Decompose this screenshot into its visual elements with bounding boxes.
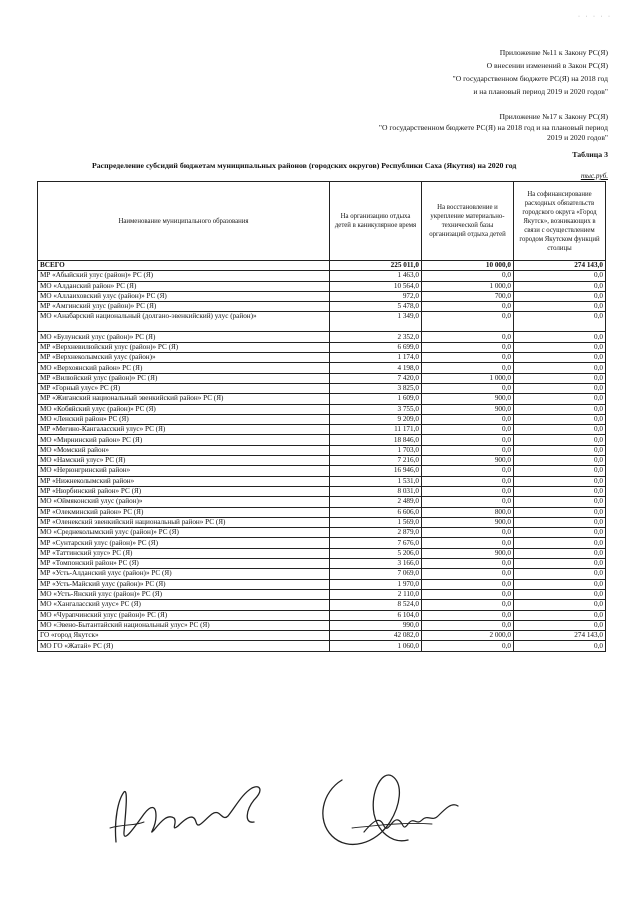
appendix-header <box>453 46 608 98</box>
cell-capital-functions-amount: 0,0 <box>514 363 606 373</box>
cell-capital-functions-amount: 0,0 <box>514 579 606 589</box>
table-row <box>38 425 606 435</box>
cell-children-rest-amount: 990,0 <box>330 620 422 630</box>
cell-children-rest-amount: 225 011,0 <box>330 261 422 271</box>
cell-municipality-name: МО «Алданский район» РС (Я) <box>38 281 330 291</box>
cell-municipality-name: МР «Вилюйский улус (район)» РС (Я) <box>38 373 330 383</box>
cell-children-rest-amount: 1 531,0 <box>330 476 422 486</box>
table-row <box>38 445 606 455</box>
table-row <box>38 281 606 291</box>
cell-capital-functions-amount: 0,0 <box>514 383 606 393</box>
cell-material-base-amount: 0,0 <box>422 620 514 630</box>
cell-material-base-amount: 0,0 <box>422 569 514 579</box>
cell-municipality-name: МО «Намский улус» РС (Я) <box>38 456 330 466</box>
cell-capital-functions-amount: 0,0 <box>514 538 606 548</box>
header-line-4: и на плановый период 2019 и 2020 годов" <box>473 87 608 96</box>
cell-children-rest-amount: 2 879,0 <box>330 528 422 538</box>
cell-municipality-name: МО «Усть-Янский улус (район)» РС (Я) <box>38 589 330 599</box>
scan-corner-mark: · · · · · <box>578 14 612 20</box>
cell-children-rest-amount: 6 606,0 <box>330 507 422 517</box>
cell-capital-functions-amount: 0,0 <box>514 589 606 599</box>
cell-capital-functions-amount: 0,0 <box>514 528 606 538</box>
table-row <box>38 569 606 579</box>
column-header-children-rest: На организацию отдыха детей в каникулярное время <box>330 182 422 261</box>
subsidies-table <box>37 181 606 652</box>
cell-material-base-amount: 0,0 <box>422 445 514 455</box>
cell-children-rest-amount: 1 349,0 <box>330 312 422 332</box>
table-row <box>38 363 606 373</box>
signature-right <box>312 762 462 872</box>
cell-municipality-name: МР «Усть-Алданский улус (район)» РС (Я) <box>38 569 330 579</box>
cell-children-rest-amount: 7 216,0 <box>330 456 422 466</box>
cell-material-base-amount: 0,0 <box>422 579 514 589</box>
cell-capital-functions-amount: 0,0 <box>514 600 606 610</box>
cell-municipality-name: МО «Мирнинский район» РС (Я) <box>38 435 330 445</box>
cell-capital-functions-amount: 0,0 <box>514 610 606 620</box>
table-row <box>38 631 606 641</box>
cell-material-base-amount: 0,0 <box>422 342 514 352</box>
cell-municipality-name: МР «Томпонский район» РС (Я) <box>38 559 330 569</box>
appendix-header-secondary <box>379 112 608 144</box>
cell-material-base-amount: 0,0 <box>422 363 514 373</box>
cell-capital-functions-amount: 0,0 <box>514 404 606 414</box>
cell-material-base-amount: 900,0 <box>422 517 514 527</box>
cell-capital-functions-amount: 0,0 <box>514 517 606 527</box>
cell-municipality-name: МО «Эвено-Бытантайский национальный улус» РС (Я) <box>38 620 330 630</box>
cell-municipality-name: МО «Среднеколымский улус (район)» РС (Я) <box>38 528 330 538</box>
cell-material-base-amount: 0,0 <box>422 271 514 281</box>
cell-children-rest-amount: 5 206,0 <box>330 548 422 558</box>
cell-municipality-name: МР «Нюрбинский район» РС (Я) <box>38 486 330 496</box>
cell-children-rest-amount: 6 699,0 <box>330 342 422 352</box>
table-body <box>38 261 606 652</box>
cell-children-rest-amount: 42 082,0 <box>330 631 422 641</box>
cell-material-base-amount: 0,0 <box>422 353 514 363</box>
cell-material-base-amount: 0,0 <box>422 610 514 620</box>
cell-material-base-amount: 0,0 <box>422 435 514 445</box>
cell-capital-functions-amount: 0,0 <box>514 548 606 558</box>
cell-municipality-name: МР «Сунтарский улус (район)» РС (Я) <box>38 538 330 548</box>
cell-material-base-amount: 0,0 <box>422 414 514 424</box>
cell-children-rest-amount: 2 352,0 <box>330 332 422 342</box>
cell-capital-functions-amount: 0,0 <box>514 456 606 466</box>
cell-municipality-name: МР «Горный улус» РС (Я) <box>38 383 330 393</box>
cell-material-base-amount: 0,0 <box>422 312 514 332</box>
cell-capital-functions-amount: 274 143,0 <box>514 631 606 641</box>
cell-municipality-name: МО «Чурапчинский улус (район)» РС (Я) <box>38 610 330 620</box>
table-row <box>38 600 606 610</box>
table-row <box>38 559 606 569</box>
cell-children-rest-amount: 1 609,0 <box>330 394 422 404</box>
table-row <box>38 497 606 507</box>
cell-material-base-amount: 0,0 <box>422 486 514 496</box>
cell-capital-functions-amount: 0,0 <box>514 312 606 332</box>
cell-capital-functions-amount: 0,0 <box>514 445 606 455</box>
cell-capital-functions-amount: 0,0 <box>514 332 606 342</box>
table-row <box>38 610 606 620</box>
table-title: Распределение субсидий бюджетам муниципальных районов (городских округов) Республики Саха (Якутия) на 2020 год <box>92 161 517 170</box>
cell-children-rest-amount: 3 166,0 <box>330 559 422 569</box>
cell-children-rest-amount: 4 198,0 <box>330 363 422 373</box>
cell-children-rest-amount: 972,0 <box>330 291 422 301</box>
cell-material-base-amount: 0,0 <box>422 538 514 548</box>
cell-children-rest-amount: 18 846,0 <box>330 435 422 445</box>
table-row <box>38 486 606 496</box>
cell-capital-functions-amount: 0,0 <box>514 271 606 281</box>
cell-capital-functions-amount: 0,0 <box>514 466 606 476</box>
cell-material-base-amount: 0,0 <box>422 528 514 538</box>
cell-children-rest-amount: 8 524,0 <box>330 600 422 610</box>
table-row <box>38 332 606 342</box>
cell-material-base-amount: 0,0 <box>422 476 514 486</box>
table-row <box>38 404 606 414</box>
cell-children-rest-amount: 2 489,0 <box>330 497 422 507</box>
table-row <box>38 589 606 599</box>
cell-children-rest-amount: 1 060,0 <box>330 641 422 651</box>
cell-children-rest-amount: 1 569,0 <box>330 517 422 527</box>
cell-municipality-name: МР «Мегино-Кангаласский улус» РС (Я) <box>38 425 330 435</box>
table-row <box>38 435 606 445</box>
cell-material-base-amount: 0,0 <box>422 466 514 476</box>
header-line-2: О внесении изменений в Закон РС(Я) <box>486 61 608 70</box>
cell-children-rest-amount: 1 703,0 <box>330 445 422 455</box>
table-row <box>38 271 606 281</box>
cell-capital-functions-amount: 0,0 <box>514 281 606 291</box>
signature-left <box>104 770 274 860</box>
cell-municipality-name: ВСЕГО <box>38 261 330 271</box>
cell-material-base-amount: 900,0 <box>422 456 514 466</box>
cell-material-base-amount: 1 000,0 <box>422 281 514 291</box>
cell-children-rest-amount: 5 478,0 <box>330 302 422 312</box>
cell-children-rest-amount: 9 209,0 <box>330 414 422 424</box>
table-row <box>38 641 606 651</box>
cell-material-base-amount: 0,0 <box>422 425 514 435</box>
cell-children-rest-amount: 8 031,0 <box>330 486 422 496</box>
cell-capital-functions-amount: 0,0 <box>514 641 606 651</box>
cell-municipality-name: МР «Оленекский эвенкийский национальный район» РС (Я) <box>38 517 330 527</box>
table-row <box>38 620 606 630</box>
cell-material-base-amount: 700,0 <box>422 291 514 301</box>
cell-municipality-name: МО «Кобяйский улус (район)» РС (Я) <box>38 404 330 414</box>
cell-capital-functions-amount: 0,0 <box>514 291 606 301</box>
column-header-material-base: На восстановление и укрепление материально-технической базы организаций отдыха детей <box>422 182 514 261</box>
table-number-label: Таблица 3 <box>572 150 608 159</box>
cell-capital-functions-amount: 0,0 <box>514 342 606 352</box>
cell-material-base-amount: 0,0 <box>422 641 514 651</box>
cell-municipality-name: МО «Нерюнгринский район» <box>38 466 330 476</box>
cell-children-rest-amount: 3 825,0 <box>330 383 422 393</box>
cell-material-base-amount: 900,0 <box>422 404 514 414</box>
table-row <box>38 538 606 548</box>
cell-municipality-name: МР «Абыйский улус (район)» РС (Я) <box>38 271 330 281</box>
cell-municipality-name: МР «Жиганский национальный эвенкийский район» РС (Я) <box>38 394 330 404</box>
table-row <box>38 476 606 486</box>
cell-children-rest-amount: 6 104,0 <box>330 610 422 620</box>
header-line-5: Приложение №17 к Закону РС(Я) <box>499 112 608 121</box>
cell-children-rest-amount: 10 564,0 <box>330 281 422 291</box>
units-label: тыс.руб. <box>580 172 608 180</box>
cell-material-base-amount: 800,0 <box>422 507 514 517</box>
cell-municipality-name: МР «Олекминский район» РС (Я) <box>38 507 330 517</box>
cell-capital-functions-amount: 0,0 <box>514 394 606 404</box>
table-row <box>38 579 606 589</box>
cell-children-rest-amount: 1 970,0 <box>330 579 422 589</box>
cell-capital-functions-amount: 0,0 <box>514 435 606 445</box>
cell-material-base-amount: 0,0 <box>422 383 514 393</box>
table-row <box>38 517 606 527</box>
cell-material-base-amount: 900,0 <box>422 548 514 558</box>
cell-municipality-name: МО «Оймяконский улус (район)» <box>38 497 330 507</box>
table-row <box>38 383 606 393</box>
cell-municipality-name: ГО «город Якутск» <box>38 631 330 641</box>
table-row <box>38 394 606 404</box>
cell-municipality-name: МО «Верхоянский район» РС (Я) <box>38 363 330 373</box>
cell-municipality-name: МР «Амгинский улус (район)» РС (Я) <box>38 302 330 312</box>
cell-children-rest-amount: 3 755,0 <box>330 404 422 414</box>
column-header-name: Наименование муниципального образования <box>38 182 330 261</box>
total-row <box>38 261 606 271</box>
table-row <box>38 342 606 352</box>
header-line-7: 2019 и 2020 годов" <box>547 133 608 142</box>
cell-children-rest-amount: 7 069,0 <box>330 569 422 579</box>
table-row <box>38 456 606 466</box>
cell-material-base-amount: 10 000,0 <box>422 261 514 271</box>
cell-material-base-amount: 0,0 <box>422 497 514 507</box>
cell-children-rest-amount: 11 171,0 <box>330 425 422 435</box>
header-line-6: "О государственном бюджете РС(Я) на 2018 год и на плановый период <box>378 122 608 132</box>
cell-municipality-name: МР «Таттинский улус» РС (Я) <box>38 548 330 558</box>
cell-capital-functions-amount: 0,0 <box>514 559 606 569</box>
cell-capital-functions-amount: 0,0 <box>514 569 606 579</box>
table-row <box>38 312 606 332</box>
table-row <box>38 548 606 558</box>
table-row <box>38 291 606 301</box>
cell-material-base-amount: 0,0 <box>422 332 514 342</box>
cell-children-rest-amount: 2 110,0 <box>330 589 422 599</box>
cell-children-rest-amount: 16 946,0 <box>330 466 422 476</box>
header-line-3: "О государственном бюджете РС(Я) на 2018 год <box>452 74 608 83</box>
cell-capital-functions-amount: 0,0 <box>514 414 606 424</box>
table-header-row <box>38 182 606 261</box>
cell-municipality-name: МР «Нижнеколымский район» <box>38 476 330 486</box>
table-row <box>38 353 606 363</box>
cell-capital-functions-amount: 274 143,0 <box>514 261 606 271</box>
cell-material-base-amount: 0,0 <box>422 600 514 610</box>
cell-material-base-amount: 2 000,0 <box>422 631 514 641</box>
cell-material-base-amount: 0,0 <box>422 559 514 569</box>
cell-capital-functions-amount: 0,0 <box>514 507 606 517</box>
cell-capital-functions-amount: 0,0 <box>514 620 606 630</box>
cell-material-base-amount: 900,0 <box>422 394 514 404</box>
cell-capital-functions-amount: 0,0 <box>514 302 606 312</box>
cell-municipality-name: МО «Момский район» <box>38 445 330 455</box>
header-line-1: Приложение №11 к Закону РС(Я) <box>499 48 608 57</box>
cell-municipality-name: МР «Верхнеколымский улус (район)» <box>38 353 330 363</box>
cell-municipality-name: МР «Усть-Майский улус (район)» РС (Я) <box>38 579 330 589</box>
cell-children-rest-amount: 1 174,0 <box>330 353 422 363</box>
cell-capital-functions-amount: 0,0 <box>514 486 606 496</box>
cell-capital-functions-amount: 0,0 <box>514 425 606 435</box>
cell-children-rest-amount: 7 420,0 <box>330 373 422 383</box>
cell-municipality-name: МО ГО «Жатай» РС (Я) <box>38 641 330 651</box>
table-row <box>38 373 606 383</box>
cell-municipality-name: МО «Булунский улус (район)» РС (Я) <box>38 332 330 342</box>
table-row <box>38 414 606 424</box>
cell-children-rest-amount: 7 676,0 <box>330 538 422 548</box>
cell-capital-functions-amount: 0,0 <box>514 476 606 486</box>
cell-capital-functions-amount: 0,0 <box>514 373 606 383</box>
cell-municipality-name: МО «Аллаиховский улус (район)» РС (Я) <box>38 291 330 301</box>
cell-material-base-amount: 0,0 <box>422 302 514 312</box>
column-header-capital-functions: На софинансирование расходных обязательств городского округа «Город Якутск», возникающих в связи с осуществлением городом Якутском функций столицы <box>514 182 606 261</box>
cell-capital-functions-amount: 0,0 <box>514 353 606 363</box>
cell-material-base-amount: 0,0 <box>422 589 514 599</box>
cell-capital-functions-amount: 0,0 <box>514 497 606 507</box>
table-row <box>38 507 606 517</box>
cell-municipality-name: МО «Хангаласский улус» РС (Я) <box>38 600 330 610</box>
table-row <box>38 302 606 312</box>
cell-children-rest-amount: 1 463,0 <box>330 271 422 281</box>
cell-municipality-name: МО «Ленский район» РС (Я) <box>38 414 330 424</box>
table-row <box>38 466 606 476</box>
cell-municipality-name: МО «Анабарский национальный (долгано-эвенкийский) улус (район)» <box>38 312 330 332</box>
cell-material-base-amount: 1 000,0 <box>422 373 514 383</box>
cell-municipality-name: МР «Верхневилюйский улус (район)» РС (Я) <box>38 342 330 352</box>
table-row <box>38 528 606 538</box>
